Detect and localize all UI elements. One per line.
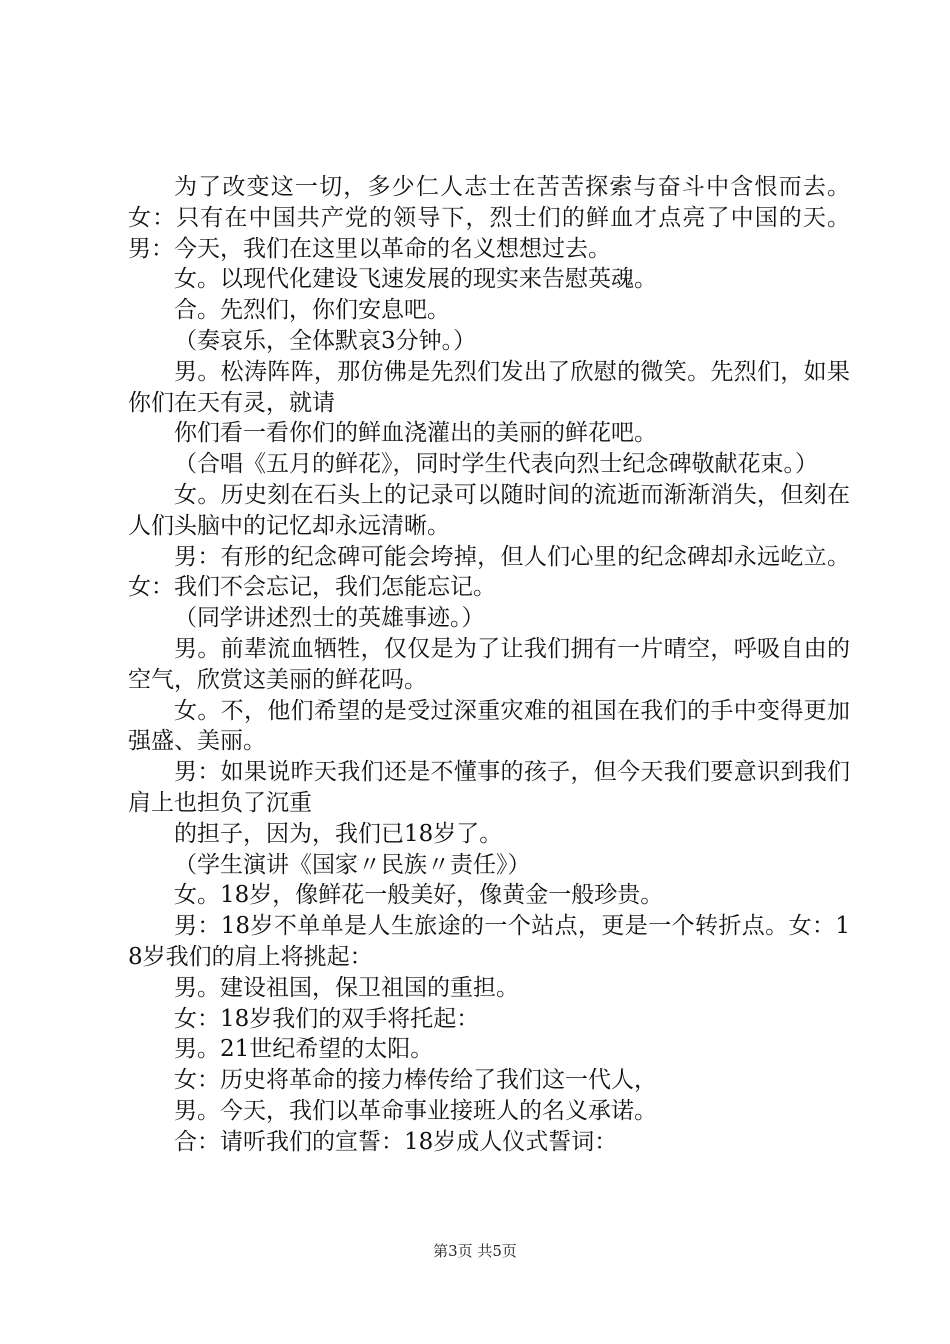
paragraph-9: 男：有形的纪念碑可能会垮掉，但人们心里的纪念碑却永远屹立。女：我们不会忘记，我们怎能忘记。: [128, 543, 850, 601]
paragraph-3: 合。先烈们，你们安息吧。: [174, 297, 450, 324]
paragraph-15: （学生演讲《国家〃民族〃责任》）: [174, 851, 531, 878]
paragraph-17: 男：18岁不单单是人生旅途的一个站点，更是一个转折点。女：18岁我们的肩上将挑起：: [128, 913, 850, 970]
paragraph-2: 女。以现代化建设飞速发展的现实来告慰英魂。: [174, 266, 657, 293]
paragraph-1: 为了改变这一切，多少仁人志士在苦苦探索与奋斗中含恨而去。女：只有在中国共产党的领导下，烈士们的鲜血才点亮了中国的天。男：今天，我们在这里以革命的名义想想过去。: [128, 174, 850, 262]
paragraph-22: 男。今天，我们以革命事业接班人的名义承诺。: [174, 1097, 657, 1124]
paragraph-18: 男。建设祖国，保卫祖国的重担。: [174, 974, 519, 1001]
paragraph-14: 的担子，因为，我们已18岁了。: [174, 820, 503, 847]
paragraph-8: 女。历史刻在石头上的记录可以随时间的流逝而渐渐消失，但刻在人们头脑中的记忆却永远清晰。: [128, 481, 850, 539]
paragraph-5: 男。松涛阵阵，那仿佛是先烈们发出了欣慰的微笑。先烈们，如果你们在天有灵，就请: [128, 358, 850, 416]
paragraph-20: 男。21世纪希望的太阳。: [174, 1036, 434, 1063]
paragraph-6: 你们看一看你们的鲜血浇灌出的美丽的鲜花吧。: [174, 420, 657, 447]
paragraph-16: 女。18岁，像鲜花一般美好，像黄金一般珍贵。: [174, 882, 664, 909]
paragraph-23: 合：请听我们的宣誓：18岁成人仪式誓词：: [174, 1128, 618, 1155]
paragraph-7: （合唱《五月的鲜花》，同时学生代表向烈士纪念碑敬献花束。）: [174, 451, 818, 478]
paragraph-4: （奏哀乐，全体默哀3分钟。）: [174, 327, 477, 354]
paragraph-12: 女。不，他们希望的是受过深重灾难的祖国在我们的手中变得更加强盛、美丽。: [128, 697, 850, 755]
paragraph-10: （同学讲述烈士的英雄事迹。）: [174, 605, 485, 632]
paragraph-13: 男：如果说昨天我们还是不懂事的孩子，但今天我们要意识到我们肩上也担负了沉重: [128, 759, 850, 816]
paragraph-21: 女：历史将革命的接力棒传给了我们这一代人，: [174, 1067, 657, 1094]
page-number-footer: 第3页 共5页: [433, 1242, 517, 1260]
paragraph-11: 男。前辈流血牺牲，仅仅是为了让我们拥有一片晴空，呼吸自由的空气，欣赏这美丽的鲜花吗。: [128, 635, 850, 693]
paragraph-19: 女：18岁我们的双手将托起：: [174, 1005, 480, 1032]
document-body: [128, 172, 850, 1158]
